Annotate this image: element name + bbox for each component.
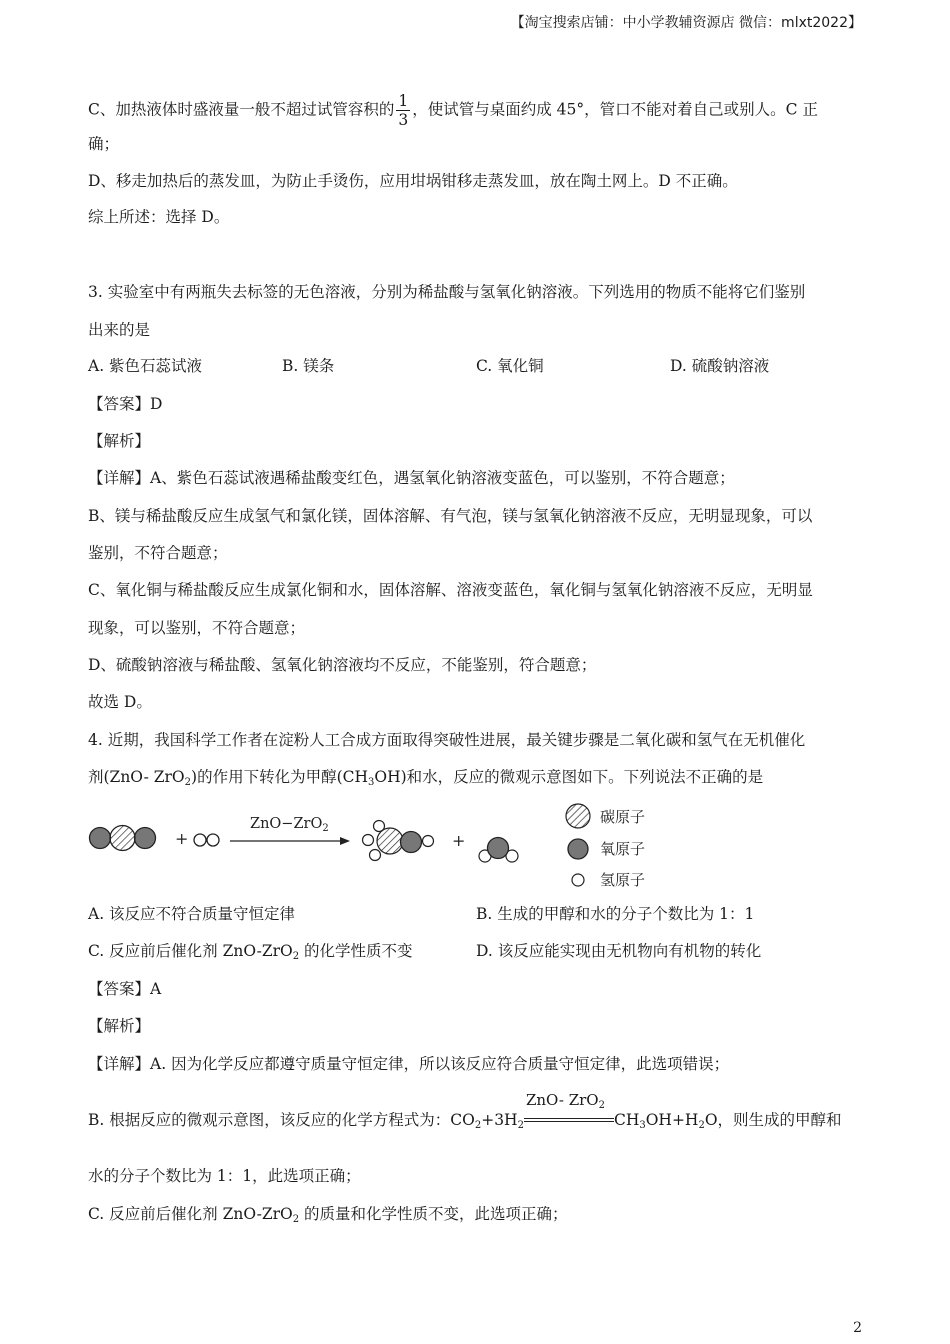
legend-hydrogen: 氢原子: [600, 871, 646, 889]
q4-detail-b-line1: B. 根据反应的微观示意图，该反应的化学方程式为：$CO_2+3H_2$ ZnO- ZrO$_2$ $CH_3OH+H_2O$，则生成的甲醇和: [88, 1091, 842, 1131]
carbon-atom-icon: [566, 804, 590, 828]
q3-analysis-tag: 【解析】: [88, 432, 151, 450]
q3-answer: 【答案】D: [88, 395, 163, 413]
q3-option-c: C. 氧化铜: [476, 357, 544, 375]
q4-answer: 【答案】A: [88, 980, 162, 998]
q3-option-b: B. 镁条: [282, 357, 335, 375]
q3-detail-c-line2: 现象，可以鉴别，不符合题意；: [88, 619, 306, 637]
legend: [566, 804, 645, 889]
q3-detail-b-line2: 鉴别，不符合题意；: [88, 544, 228, 562]
q4-stem-line2: 剂(ZnO- ZrO$_2$)的作用下转化为甲醇$(CH_3OH)$和水，反应的微观示意图如下。下列说法不正确的是: [88, 768, 764, 788]
q4-option-d: D. 该反应能实现由无机物向有机物的转化: [476, 942, 762, 960]
q3-detail-d: D、硫酸钠溶液与稀盐酸、氢氧化钠溶液均不反应，不能鉴别，符合题意；: [88, 656, 597, 674]
q4-option-c: C. 反应前后催化剂 ZnO-ZrO$_2$ 的化学性质不变: [88, 942, 413, 962]
q4-detail-b-line2: 水的分子个数比为 1：1，此选项正确；: [88, 1167, 361, 1185]
q2-summary: 综上所述：选择 D。: [88, 208, 230, 226]
catalyst-label: ZnO−ZrO$_2$: [250, 816, 329, 834]
plus-sign-2: +: [452, 831, 466, 850]
double-line-icon: [524, 1118, 614, 1122]
legend-carbon: 碳原子: [600, 808, 646, 826]
reaction-arrow-icon: [230, 837, 350, 845]
q3-conclusion: 故选 D。: [88, 693, 152, 711]
q3-stem-line1: 3. 实验室中有两瓶失去标签的无色溶液，分别为稀盐酸与氢氧化钠溶液。下列选用的物质不能将它们鉴别: [88, 283, 806, 301]
water-molecule-icon: [479, 838, 518, 863]
oxygen-atom-icon: [568, 839, 588, 859]
q4-option-b: B. 生成的甲醇和水的分子个数比为 1：1: [476, 905, 755, 923]
legend-oxygen: 氧原子: [600, 840, 646, 858]
q3-detail-b-line1: B、镁与稀盐酸反应生成氢气和氯化镁，固体溶解、有气泡，镁与氢氧化钠溶液不反应，无明显现象，可以: [88, 507, 813, 525]
q4-detail-a: 【详解】A. 因为化学反应都遵守质量守恒定律，所以该反应符合质量守恒定律，此选项错误；: [88, 1055, 730, 1073]
page-number: 2: [853, 1320, 862, 1336]
page-header: 【淘宝搜索店铺：中小学教辅资源店 微信：mlxt2022】: [510, 15, 862, 31]
q3-option-a: A. 紫色石蕊试液: [88, 357, 203, 375]
reaction-diagram: [80, 798, 680, 898]
plus-sign-1: +: [175, 829, 189, 848]
equation-condition: ZnO- ZrO$_2$: [524, 1110, 614, 1130]
q3-detail-c-line1: C、氧化铜与稀盐酸反应生成氯化铜和水，固体溶解、溶液变蓝色，氧化铜与氢氧化钠溶液不反应，无明显: [88, 581, 813, 599]
q3-detail-a: 【详解】A、紫色石蕊试液遇稀盐酸变红色，遇氢氧化钠溶液变蓝色，可以鉴别，不符合题意；: [88, 469, 735, 487]
methanol-molecule-icon: [363, 821, 434, 861]
q2-option-c-line1: C、加热液体时盛液量一般不超过试管容积的 $\frac{1}{3}$ ，使试管与桌面约成 45°，管口不能对着自己或别人。C 正: [88, 92, 818, 129]
h2-molecule-icon: [194, 834, 219, 846]
q2-option-c-line2: 确；: [88, 135, 120, 153]
q3-stem-line2: 出来的是: [88, 321, 151, 339]
q4-detail-c: C. 反应前后催化剂 ZnO-ZrO$_2$ 的质量和化学性质不变，此选项正确；: [88, 1205, 568, 1225]
q4-option-a: A. 该反应不符合质量守恒定律: [88, 905, 296, 923]
co2-molecule-icon: [90, 826, 156, 851]
q4-analysis-tag: 【解析】: [88, 1017, 151, 1035]
q2-option-d: D、移走加热后的蒸发皿，为防止手烫伤，应用坩埚钳移走蒸发皿，放在陶土网上。D 不正确。: [88, 172, 738, 190]
answer-tag: 【答案】: [88, 395, 151, 413]
hydrogen-atom-icon: [572, 874, 584, 886]
fraction-one-third: $\frac{1}{3}$: [398, 92, 409, 129]
q3-option-d: D. 硫酸钠溶液: [670, 357, 770, 375]
q4-stem-line1: 4. 近期，我国科学工作者在淀粉人工合成方面取得突破性进展，最关键步骤是二氧化碳和氢气在无机催化: [88, 731, 806, 749]
